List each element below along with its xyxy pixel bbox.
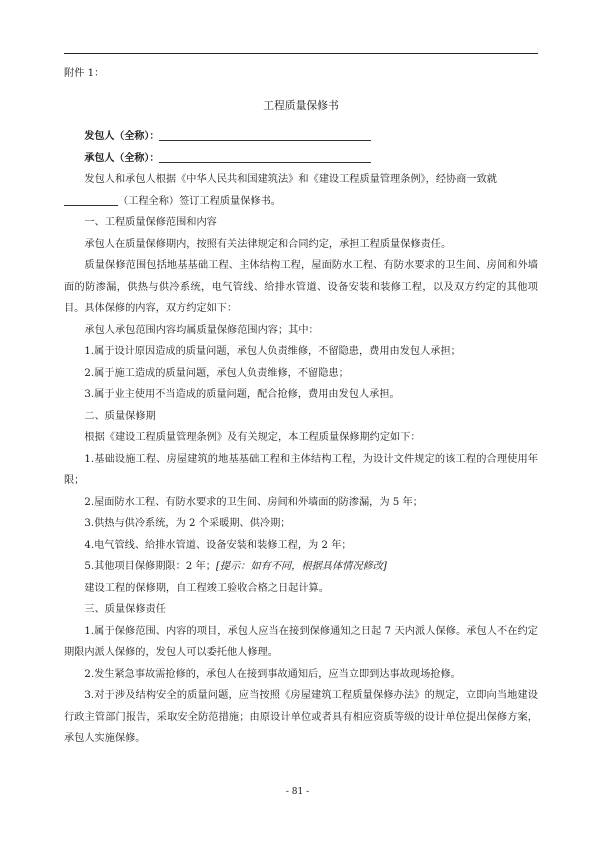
intro-paragraph: 发包人和承包人根据《中华人民共和国建筑法》和《建设工程质量管理条例》，经协商一致就 <box>84 174 497 185</box>
section-2-item-4: 4.电气管线、给排水管道、设备安装和装修工程，为 2 年； <box>84 539 352 551</box>
project-name-blank[interactable] <box>64 193 118 206</box>
section-1-para-3: 承包人承包范围内容均属质量保修范围内容；其中： <box>84 324 319 336</box>
section-1-item-3: 3.属于业主使用不当造成的质量问题，配合抢修，费用由发包人承担。 <box>84 389 400 400</box>
revision-hint: [提示：如有不同，根据具体情况修改] <box>215 561 387 572</box>
section-2-item-3: 3.供热与供冷系统，为 2 个采暖期、供冷期； <box>84 518 291 529</box>
builder-line <box>64 148 538 170</box>
section-1-item-2: 2.属于施工造成的质量问题，承包人负责维修，不留隐患； <box>84 367 349 379</box>
section-2-item-5 <box>64 556 538 578</box>
section-1-item-1: 1.属于设计原因造成的质量问题，承包人负责维修，不留隐患，费用由发包人承担； <box>84 346 461 357</box>
intro-paragraph-cont <box>64 191 538 213</box>
builder-name-blank[interactable] <box>159 150 371 163</box>
section-3-item-1: 1.属于保修范围、内容的项目，承包人应当在接到保修通知之日起 7 天内派人保修。承包人不在约定期限内派人保修的，发包人可以委托他人修理。 <box>64 625 538 658</box>
section-3-item-3: 3.对于涉及结构安全的质量问题，应当按照《房屋建筑工程质量保修办法》的规定，立即向当地建设行政主管部门报告，采取安全防范措施；由原设计单位或者具有相应资质等级的设计单位提出保修方案，承包人实施保修。 <box>64 690 538 744</box>
contractor-label: 发包人（全称）： <box>84 131 160 142</box>
section-1-para-2: 质量保修范围包括地基基础工程、主体结构工程，屋面防水工程、有防水要求的卫生间、房间和外墙面的防渗漏，供热与供冷系统，电气管线、给排水管道、设备安装和装修工程，以及双方约定的其他项目。具体保修的内容，双方约定如下： <box>64 260 538 314</box>
builder-label: 承包人（全称）： <box>84 152 160 164</box>
contractor-line <box>64 126 538 148</box>
attachment-label: 附件 1： <box>64 68 105 79</box>
section-2-para-1: 根据《建设工程质量管理条例》及有关规定，本工程质量保修期约定如下： <box>84 432 421 443</box>
section-1-para-1: 承包人在质量保修期内，按照有关法律规定和合同约定，承担工程质量保修责任。 <box>84 238 452 250</box>
section-1-heading: 一、工程质量保修范围和内容 <box>84 217 217 228</box>
section-2-item-2: 2.屋面防水工程、有防水要求的卫生间、房间和外墙面的防渗漏，为 5 年； <box>84 496 423 508</box>
contractor-name-blank[interactable] <box>159 128 371 141</box>
document-body <box>64 63 538 750</box>
page-number: - 81 - <box>285 787 310 797</box>
section-2-item-1: 1.基础设施工程、房屋建筑的地基基础工程和主体结构工程，为设计文件规定的该工程的合理使用年限； <box>64 453 538 486</box>
section-2-item-5-text: 5.其他项目保修期限：2 年； <box>84 561 216 572</box>
document-title: 工程质量保修书 <box>263 98 339 112</box>
section-3-item-2: 2.发生紧急事故需抢修的，承包人在接到事故通知后，应当立即到达事故现场抢修。 <box>84 668 461 680</box>
section-3-heading: 三、质量保修责任 <box>84 604 166 615</box>
section-2-heading: 二、质量保修期 <box>84 410 156 422</box>
header-rule <box>64 53 538 54</box>
intro-cont-text: （工程全称）签订工程质量保修书。 <box>118 195 281 207</box>
section-2-para-2: 建设工程的保修期，自工程竣工验收合格之日起计算。 <box>84 582 329 594</box>
